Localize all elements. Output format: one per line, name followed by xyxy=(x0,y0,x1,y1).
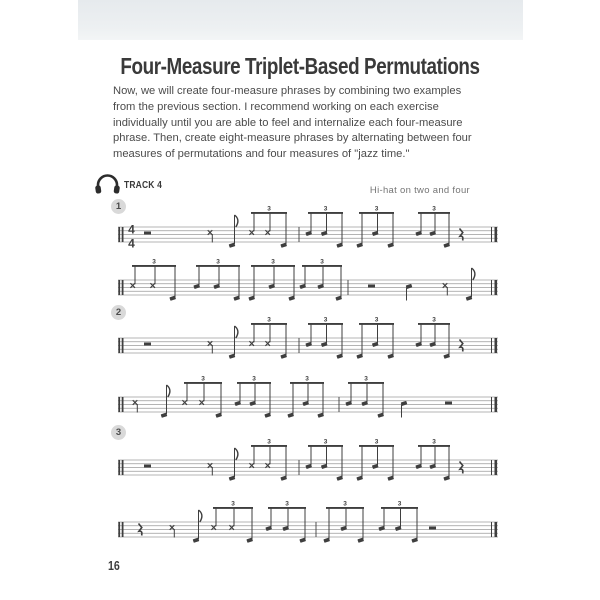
page-number: 16 xyxy=(108,559,120,573)
hihat-annotation: Hi-hat on two and four xyxy=(369,185,470,196)
svg-text:3: 3 xyxy=(364,375,368,383)
exercise-badge-2: 2 xyxy=(111,305,126,320)
page-title-text: Four-Measure Triplet-Based Permutations xyxy=(120,53,480,79)
exercise-badge-1: 1 xyxy=(111,199,126,214)
svg-text:3: 3 xyxy=(320,258,324,266)
svg-text:3: 3 xyxy=(323,438,328,446)
svg-text:3: 3 xyxy=(374,438,379,446)
staff-svg-3 xyxy=(118,312,498,364)
music-staff-4 xyxy=(118,371,498,423)
svg-text:3: 3 xyxy=(305,375,309,383)
music-staff-1 xyxy=(118,201,498,253)
staff-svg-2 xyxy=(118,254,498,306)
svg-text:3: 3 xyxy=(374,316,379,324)
svg-text:4: 4 xyxy=(128,236,135,251)
svg-text:3: 3 xyxy=(285,500,289,508)
svg-text:3: 3 xyxy=(201,375,205,383)
page-top-edge xyxy=(78,0,523,40)
svg-text:3: 3 xyxy=(432,205,436,213)
svg-text:3: 3 xyxy=(323,316,328,324)
intro-paragraph: Now, we will create four-measure phrases by combining two examples from the previous section. I recommend working on each exercise individually until you are able to feel and internalize each four-measure phrase. Then, create eight-measure phrases by alternating between four measures of permutations and four measures of "jazz time." xyxy=(113,85,472,161)
headphones-icon xyxy=(94,174,121,195)
staff-svg-5 xyxy=(118,434,498,486)
svg-text:3: 3 xyxy=(323,205,328,213)
music-staff-5 xyxy=(118,434,498,486)
svg-text:3: 3 xyxy=(152,258,156,266)
svg-text:3: 3 xyxy=(267,205,271,213)
music-staff-2 xyxy=(118,254,498,306)
svg-text:3: 3 xyxy=(374,205,379,213)
svg-text:3: 3 xyxy=(252,375,256,383)
svg-text:3: 3 xyxy=(231,500,235,508)
track-row xyxy=(94,174,163,196)
staff-svg-4 xyxy=(118,371,498,423)
music-staff-6 xyxy=(118,496,498,548)
svg-text:4: 4 xyxy=(128,222,135,237)
svg-text:3: 3 xyxy=(343,500,347,508)
svg-text:3: 3 xyxy=(267,438,271,446)
music-staff-3 xyxy=(118,312,498,364)
staff-svg-6 xyxy=(118,496,498,548)
page-title xyxy=(0,53,600,80)
svg-text:3: 3 xyxy=(271,258,275,266)
track-label: TRACK 4 xyxy=(124,180,163,191)
exercise-badge-3: 3 xyxy=(111,425,126,440)
svg-text:3: 3 xyxy=(216,258,220,266)
svg-text:3: 3 xyxy=(267,316,271,324)
staff-svg-1 xyxy=(118,201,498,253)
svg-text:3: 3 xyxy=(432,316,436,324)
svg-text:3: 3 xyxy=(397,500,402,508)
svg-text:3: 3 xyxy=(432,438,436,446)
